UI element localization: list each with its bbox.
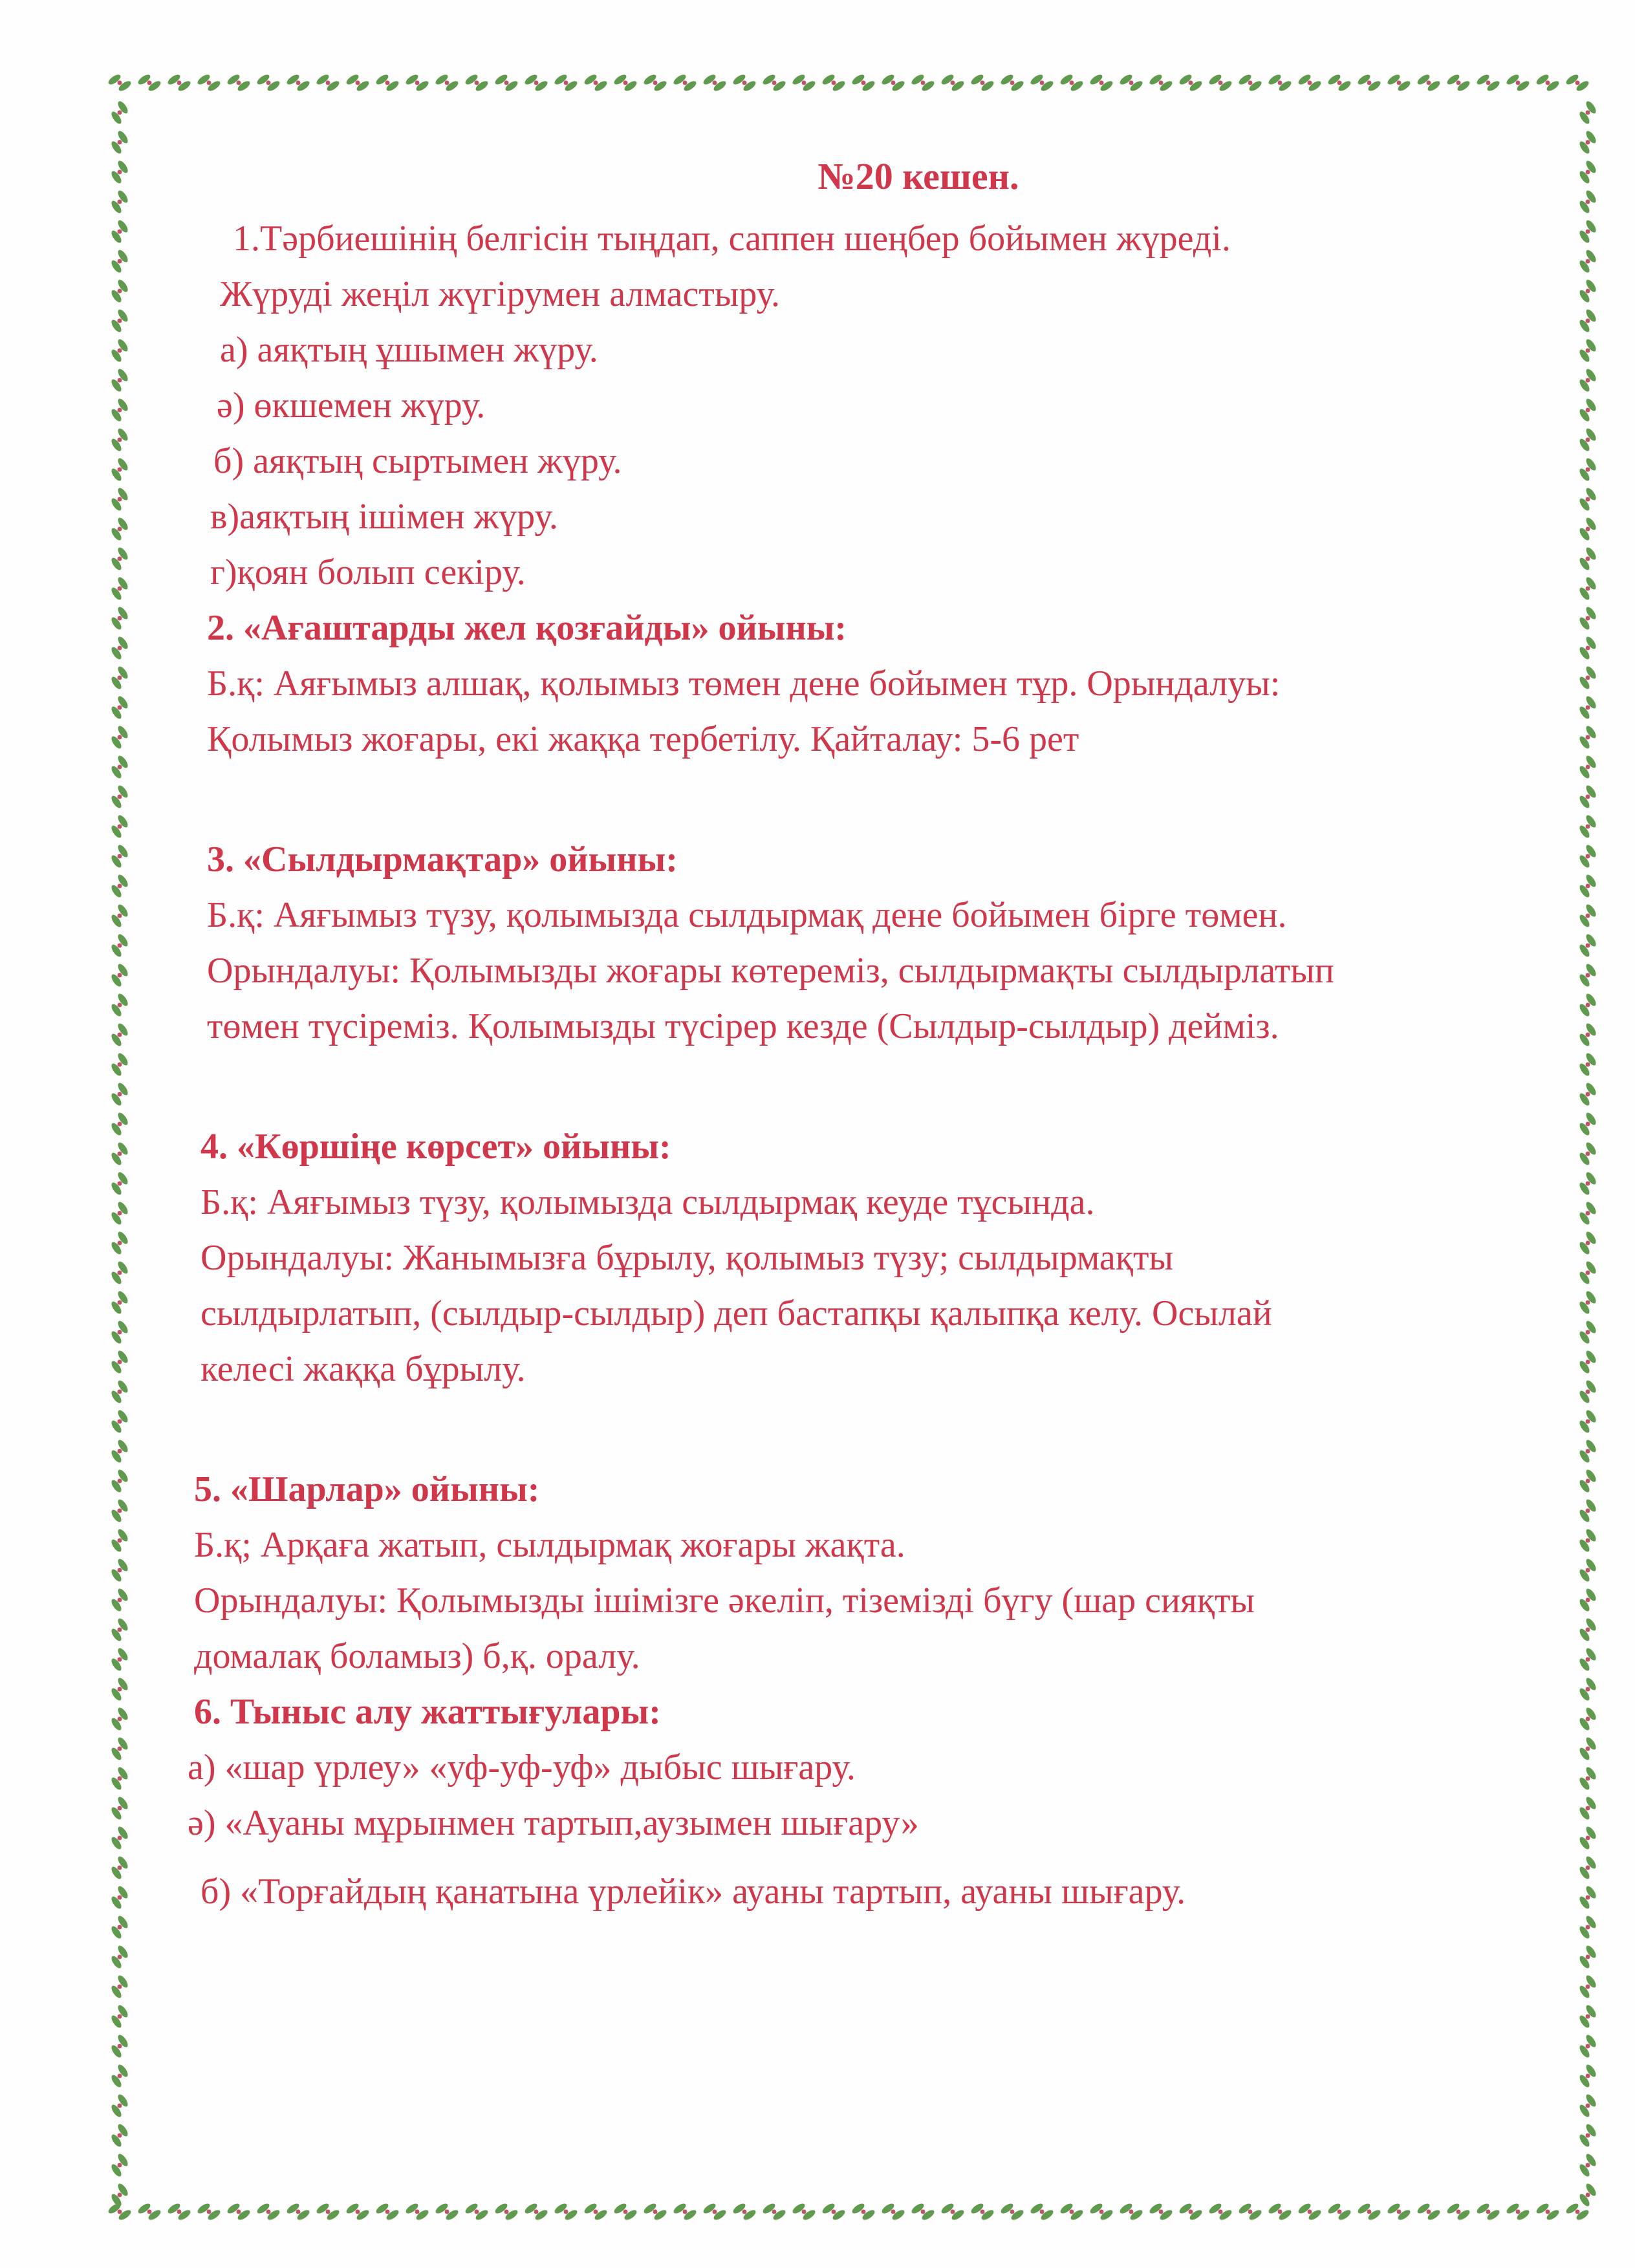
vine-leaf-icon bbox=[110, 248, 130, 274]
vine-leaf-icon bbox=[940, 73, 966, 93]
vine-leaf-icon bbox=[1416, 73, 1442, 93]
vine-leaf-icon bbox=[110, 962, 130, 988]
vine-leaf-icon bbox=[110, 1468, 130, 1494]
vine-leaf-icon bbox=[110, 1587, 130, 1613]
section-heading: 3. «Сылдырмақтар» ойыны: bbox=[207, 839, 678, 880]
vine-leaf-icon bbox=[731, 73, 757, 93]
vine-leaf-icon bbox=[110, 219, 130, 244]
vine-leaf-icon bbox=[1578, 1706, 1598, 1732]
vine-leaf-icon bbox=[791, 2202, 817, 2222]
vine-leaf-icon bbox=[910, 2202, 936, 2222]
vine-leaf-icon bbox=[110, 129, 130, 155]
vine-leaf-icon bbox=[1578, 2033, 1598, 2059]
vine-leaf-icon bbox=[523, 73, 549, 93]
vine-leaf-icon bbox=[1178, 73, 1204, 93]
vine-leaf-icon bbox=[731, 2202, 757, 2222]
text-line: төмен түсіреміз. Қолымызды түсірер кезде (Сылдыр-сылдыр) дейміз. bbox=[207, 1006, 1279, 1046]
vine-leaf-icon bbox=[1578, 1766, 1598, 1791]
vine-leaf-icon bbox=[1578, 576, 1598, 601]
vine-leaf-icon bbox=[1578, 1230, 1598, 1256]
vine-leaf-icon bbox=[821, 2202, 847, 2222]
vine-leaf-icon bbox=[1118, 2202, 1144, 2222]
vine-leaf-icon bbox=[1237, 2202, 1263, 2222]
vine-leaf-icon bbox=[110, 278, 130, 304]
vine-leaf-icon bbox=[1505, 2202, 1531, 2222]
vine-leaf-icon bbox=[110, 1944, 130, 1970]
vine-leaf-icon bbox=[110, 1081, 130, 1107]
vine-leaf-icon bbox=[110, 1736, 130, 1762]
vine-leaf-icon bbox=[1578, 1914, 1598, 1940]
vine-leaf-icon bbox=[1386, 2202, 1412, 2222]
vine-leaf-icon bbox=[110, 2093, 130, 2119]
vine-leaf-icon bbox=[374, 2202, 400, 2222]
text-line: Б.қ; Арқаға жатып, сылдырмақ жоғары жақта. bbox=[194, 1525, 905, 1565]
vine-leaf-icon bbox=[1059, 2202, 1085, 2222]
vine-leaf-icon bbox=[110, 1290, 130, 1315]
vine-leaf-icon bbox=[315, 73, 341, 93]
section-heading: 6. Тыныс алу жаттығулары: bbox=[194, 1692, 661, 1732]
vine-leaf-icon bbox=[110, 1200, 130, 1226]
text-line: домалақ боламыз) б,қ. оралу. bbox=[194, 1636, 640, 1676]
text-line: Орындалуы: Жанымызға бұрылу, қолымыз түзу; сылдырмақты bbox=[200, 1238, 1174, 1278]
document-content bbox=[188, 149, 1572, 1919]
vine-leaf-icon bbox=[110, 605, 130, 631]
vine-leaf-icon bbox=[110, 635, 130, 661]
vine-leaf-icon bbox=[110, 159, 130, 185]
vine-leaf-icon bbox=[1578, 665, 1598, 691]
vine-leaf-icon bbox=[523, 2202, 549, 2222]
vine-leaf-icon bbox=[1578, 248, 1598, 274]
text-line: Б.қ: Аяғымыз алшақ, қолымыз төмен дене бойымен тұр. Орындалуы: bbox=[207, 664, 1281, 704]
vine-leaf-icon bbox=[1578, 427, 1598, 453]
vine-leaf-icon bbox=[196, 73, 222, 93]
vine-leaf-icon bbox=[434, 73, 460, 93]
vine-leaf-icon bbox=[110, 1885, 130, 1910]
vine-leaf-icon bbox=[1088, 2202, 1114, 2222]
vine-leaf-icon bbox=[1578, 2122, 1598, 2148]
vine-leaf-icon bbox=[1578, 1438, 1598, 1464]
vine-leaf-icon bbox=[464, 2202, 490, 2222]
vine-leaf-icon bbox=[1578, 1587, 1598, 1613]
vine-leaf-icon bbox=[1578, 457, 1598, 482]
vine-leaf-icon bbox=[136, 2202, 162, 2222]
text-line: Қолымыз жоғары, екі жаққа тербетілу. Қайталау: 5-6 рет bbox=[207, 719, 1079, 759]
vine-leaf-icon bbox=[1475, 2202, 1501, 2222]
vine-leaf-icon bbox=[999, 73, 1025, 93]
vine-leaf-icon bbox=[553, 73, 579, 93]
text-line: б) «Торғайдың қанатына үрлейік» ауаны тартып, ауаны шығару. bbox=[200, 1872, 1186, 1912]
vine-leaf-icon bbox=[1578, 1111, 1598, 1137]
vine-leaf-icon bbox=[1578, 1885, 1598, 1910]
vine-leaf-icon bbox=[1578, 992, 1598, 1018]
vine-leaf-icon bbox=[110, 2182, 130, 2208]
vine-leaf-icon bbox=[110, 814, 130, 839]
vine-leaf-icon bbox=[110, 1141, 130, 1167]
vine-leaf-icon bbox=[1578, 159, 1598, 185]
vine-leaf-icon bbox=[110, 843, 130, 869]
vine-leaf-icon bbox=[940, 2202, 966, 2222]
vine-leaf-icon bbox=[110, 1022, 130, 1048]
vine-leaf-icon bbox=[880, 2202, 906, 2222]
vine-leaf-icon bbox=[880, 73, 906, 93]
vine-leaf-icon bbox=[110, 1825, 130, 1851]
vine-leaf-icon bbox=[110, 754, 130, 780]
vine-leaf-icon bbox=[1578, 1647, 1598, 1672]
vine-leaf-icon bbox=[1267, 73, 1293, 93]
vine-leaf-icon bbox=[107, 73, 133, 93]
spacer bbox=[188, 1054, 1572, 1119]
vine-leaf-icon bbox=[850, 73, 876, 93]
vine-leaf-icon bbox=[1386, 73, 1412, 93]
vine-leaf-icon bbox=[1578, 278, 1598, 304]
vine-leaf-icon bbox=[1578, 754, 1598, 780]
vine-leaf-icon bbox=[1446, 73, 1471, 93]
vine-leaf-icon bbox=[1029, 73, 1055, 93]
vine-leaf-icon bbox=[110, 1319, 130, 1345]
vine-leaf-icon bbox=[583, 73, 609, 93]
vine-leaf-icon bbox=[1578, 1022, 1598, 1048]
vine-leaf-icon bbox=[910, 73, 936, 93]
vine-leaf-icon bbox=[1578, 1290, 1598, 1315]
text-line: Б.қ: Аяғымыз түзу, қолымызда сылдырмақ кеуде тұсында. bbox=[200, 1182, 1095, 1222]
vine-leaf-icon bbox=[1578, 724, 1598, 750]
vine-leaf-icon bbox=[1578, 903, 1598, 929]
vine-leaf-icon bbox=[110, 933, 130, 958]
vine-leaf-icon bbox=[1356, 2202, 1382, 2222]
vine-leaf-icon bbox=[1578, 605, 1598, 631]
vine-leaf-icon bbox=[110, 1230, 130, 1256]
text-line: Жүруді жеңіл жүгірумен алмастыру. bbox=[220, 274, 781, 314]
vine-leaf-icon bbox=[110, 1617, 130, 1643]
vine-leaf-icon bbox=[110, 1795, 130, 1821]
vine-leaf-icon bbox=[110, 1647, 130, 1672]
vine-leaf-icon bbox=[110, 1974, 130, 2000]
vine-leaf-icon bbox=[583, 2202, 609, 2222]
vine-leaf-icon bbox=[1578, 2152, 1598, 2178]
vine-leaf-icon bbox=[226, 2202, 252, 2222]
vine-leaf-icon bbox=[1578, 1557, 1598, 1583]
vine-leaf-icon bbox=[1565, 73, 1590, 93]
vine-leaf-icon bbox=[110, 1349, 130, 1375]
vine-leaf-icon bbox=[1578, 1528, 1598, 1553]
vine-leaf-icon bbox=[642, 2202, 668, 2222]
vine-leaf-icon bbox=[1578, 338, 1598, 363]
vine-leaf-icon bbox=[1207, 2202, 1233, 2222]
vine-leaf-icon bbox=[110, 1528, 130, 1553]
vine-leaf-icon bbox=[1578, 1676, 1598, 1702]
text-line: Орындалуы: Қолымызды жоғары көтереміз, сылдырмақты сылдырлатып bbox=[207, 951, 1334, 991]
vine-leaf-icon bbox=[255, 2202, 281, 2222]
vine-leaf-icon bbox=[110, 308, 130, 334]
vine-leaf-icon bbox=[1059, 73, 1085, 93]
vine-leaf-icon bbox=[110, 992, 130, 1018]
vine-leaf-icon bbox=[1578, 1052, 1598, 1077]
spacer bbox=[188, 767, 1572, 832]
text-line: а) аяқтың ұшымен жүру. bbox=[220, 330, 598, 370]
text-line: келесі жаққа бұрылу. bbox=[200, 1349, 526, 1389]
vine-leaf-icon bbox=[493, 73, 519, 93]
text-line: Б.қ: Аяғымыз түзу, қолымызда сылдырмақ дене бойымен бірге төмен. bbox=[207, 895, 1287, 935]
vine-leaf-icon bbox=[1578, 367, 1598, 393]
vine-leaf-icon bbox=[1578, 219, 1598, 244]
vine-leaf-icon bbox=[1578, 1855, 1598, 1881]
vine-leaf-icon bbox=[1578, 1349, 1598, 1375]
vine-leaf-icon bbox=[136, 73, 162, 93]
vine-leaf-icon bbox=[1207, 73, 1233, 93]
vine-leaf-icon bbox=[110, 2152, 130, 2178]
vine-leaf-icon bbox=[166, 2202, 192, 2222]
vine-leaf-icon bbox=[110, 546, 130, 572]
vine-leaf-icon bbox=[110, 1914, 130, 1940]
text-line: Орындалуы: Қолымызды ішімізге әкеліп, тіземізді бүгу (шар сияқты bbox=[194, 1581, 1255, 1621]
vine-leaf-icon bbox=[434, 2202, 460, 2222]
vine-leaf-icon bbox=[1029, 2202, 1055, 2222]
vine-leaf-icon bbox=[110, 903, 130, 929]
vine-leaf-icon bbox=[1326, 73, 1352, 93]
vine-leaf-icon bbox=[110, 2033, 130, 2059]
vine-leaf-icon bbox=[1578, 1081, 1598, 1107]
vine-leaf-icon bbox=[345, 2202, 371, 2222]
vine-leaf-icon bbox=[110, 1557, 130, 1583]
vine-leaf-icon bbox=[110, 1706, 130, 1732]
vine-leaf-icon bbox=[1578, 1260, 1598, 1286]
vine-leaf-icon bbox=[1088, 73, 1114, 93]
vine-leaf-icon bbox=[1578, 635, 1598, 661]
vine-leaf-icon bbox=[969, 2202, 995, 2222]
vine-leaf-icon bbox=[110, 457, 130, 482]
vine-leaf-icon bbox=[110, 338, 130, 363]
vine-leaf-icon bbox=[1535, 73, 1561, 93]
vine-leaf-icon bbox=[110, 397, 130, 423]
vine-leaf-icon bbox=[1297, 2202, 1323, 2222]
vine-leaf-icon bbox=[110, 2063, 130, 2089]
vine-leaf-icon bbox=[1118, 73, 1144, 93]
vine-leaf-icon bbox=[1578, 1617, 1598, 1643]
vine-leaf-icon bbox=[1578, 2182, 1598, 2208]
vine-leaf-icon bbox=[110, 100, 130, 125]
text-line: б) аяқтың сыртымен жүру. bbox=[213, 441, 622, 481]
vine-leaf-icon bbox=[1578, 1498, 1598, 1524]
text-line: 1.Тәрбиешінің белгісін тыңдап, саппен шеңбер бойымен жүреді. bbox=[233, 219, 1231, 259]
vine-leaf-icon bbox=[110, 1379, 130, 1405]
section-heading: 4. «Көршіңе көрсет» ойыны: bbox=[200, 1127, 671, 1167]
section-heading: 2. «Ағаштарды жел қозғайды» ойыны: bbox=[207, 608, 847, 648]
vine-leaf-icon bbox=[110, 1260, 130, 1286]
vine-leaf-icon bbox=[791, 73, 817, 93]
vine-leaf-icon bbox=[1326, 2202, 1352, 2222]
vine-leaf-icon bbox=[404, 73, 430, 93]
vine-leaf-icon bbox=[1578, 1319, 1598, 1345]
vine-leaf-icon bbox=[196, 2202, 222, 2222]
vine-leaf-icon bbox=[612, 2202, 638, 2222]
vine-leaf-icon bbox=[110, 1409, 130, 1434]
vine-leaf-icon bbox=[110, 695, 130, 720]
section-heading: 5. «Шарлар» ойыны: bbox=[194, 1469, 540, 1509]
vine-leaf-icon bbox=[110, 1766, 130, 1791]
vine-leaf-icon bbox=[285, 2202, 311, 2222]
vine-leaf-icon bbox=[1356, 73, 1382, 93]
vine-leaf-icon bbox=[110, 665, 130, 691]
vine-leaf-icon bbox=[1578, 1171, 1598, 1196]
vine-leaf-icon bbox=[1178, 2202, 1204, 2222]
vine-leaf-icon bbox=[1578, 784, 1598, 810]
vine-leaf-icon bbox=[1578, 1736, 1598, 1762]
spacer bbox=[188, 1851, 1572, 1864]
vine-leaf-icon bbox=[110, 1676, 130, 1702]
vine-leaf-icon bbox=[1578, 1200, 1598, 1226]
vine-leaf-icon bbox=[110, 784, 130, 810]
page-title: №20 кешен. bbox=[817, 155, 1019, 197]
vine-leaf-icon bbox=[672, 73, 698, 93]
vine-leaf-icon bbox=[315, 2202, 341, 2222]
vine-leaf-icon bbox=[1578, 1379, 1598, 1405]
vine-leaf-icon bbox=[702, 73, 728, 93]
vine-leaf-icon bbox=[1578, 814, 1598, 839]
text-line: сылдырлатып, (сылдыр-сылдыр) деп бастапқы қалыпқа келу. Осылай bbox=[200, 1293, 1272, 1334]
vine-leaf-icon bbox=[110, 427, 130, 453]
vine-leaf-icon bbox=[1148, 73, 1174, 93]
vine-leaf-icon bbox=[110, 516, 130, 542]
vine-leaf-icon bbox=[374, 73, 400, 93]
vine-leaf-icon bbox=[1578, 100, 1598, 125]
vine-leaf-icon bbox=[110, 724, 130, 750]
vine-leaf-icon bbox=[1578, 1974, 1598, 2000]
vine-leaf-icon bbox=[404, 2202, 430, 2222]
vine-leaf-icon bbox=[612, 73, 638, 93]
vine-leaf-icon bbox=[1578, 1825, 1598, 1851]
vine-leaf-icon bbox=[110, 2122, 130, 2148]
vine-leaf-icon bbox=[1446, 2202, 1471, 2222]
vine-leaf-icon bbox=[493, 2202, 519, 2222]
vine-leaf-icon bbox=[1148, 2202, 1174, 2222]
vine-leaf-icon bbox=[850, 2202, 876, 2222]
vine-leaf-icon bbox=[110, 1052, 130, 1077]
vine-leaf-icon bbox=[166, 73, 192, 93]
vine-leaf-icon bbox=[1578, 1795, 1598, 1821]
vine-leaf-icon bbox=[285, 73, 311, 93]
vine-leaf-icon bbox=[1578, 486, 1598, 512]
text-line: в)аяқтың ішімен жүру. bbox=[210, 497, 558, 537]
vine-leaf-icon bbox=[110, 1498, 130, 1524]
vine-leaf-icon bbox=[1505, 73, 1531, 93]
vine-leaf-icon bbox=[672, 2202, 698, 2222]
vine-leaf-icon bbox=[1578, 129, 1598, 155]
vine-leaf-icon bbox=[761, 73, 787, 93]
vine-leaf-icon bbox=[969, 73, 995, 93]
vine-leaf-icon bbox=[821, 73, 847, 93]
vine-leaf-icon bbox=[226, 73, 252, 93]
vine-leaf-icon bbox=[1578, 308, 1598, 334]
vine-leaf-icon bbox=[553, 2202, 579, 2222]
vine-leaf-icon bbox=[110, 2003, 130, 2029]
vine-leaf-icon bbox=[1578, 843, 1598, 869]
text-line: г)қоян болып секіру. bbox=[210, 552, 526, 592]
vine-leaf-icon bbox=[110, 1171, 130, 1196]
vine-leaf-icon bbox=[110, 1438, 130, 1464]
vine-leaf-icon bbox=[642, 73, 668, 93]
text-line: ә) «Ауаны мұрынмен тартып,аузымен шығару» bbox=[188, 1803, 919, 1843]
vine-leaf-icon bbox=[110, 189, 130, 215]
text-line: ә) өкшемен жүру. bbox=[217, 385, 486, 426]
vine-leaf-icon bbox=[1297, 73, 1323, 93]
vine-leaf-icon bbox=[110, 367, 130, 393]
vine-leaf-icon bbox=[1237, 73, 1263, 93]
spacer bbox=[188, 1397, 1572, 1462]
vine-leaf-icon bbox=[1578, 2003, 1598, 2029]
vine-leaf-icon bbox=[1578, 516, 1598, 542]
vine-leaf-icon bbox=[464, 73, 490, 93]
vine-leaf-icon bbox=[1578, 546, 1598, 572]
text-line: а) «шар үрлеу» «уф-уф-уф» дыбыс шығару. bbox=[188, 1747, 856, 1787]
vine-leaf-icon bbox=[1475, 73, 1501, 93]
vine-leaf-icon bbox=[1578, 1944, 1598, 1970]
vine-leaf-icon bbox=[255, 73, 281, 93]
vine-leaf-icon bbox=[1535, 2202, 1561, 2222]
vine-leaf-icon bbox=[1578, 1141, 1598, 1167]
vine-leaf-icon bbox=[1578, 1409, 1598, 1434]
vine-leaf-icon bbox=[1578, 1468, 1598, 1494]
vine-leaf-icon bbox=[110, 873, 130, 899]
vine-leaf-icon bbox=[1578, 2063, 1598, 2089]
vine-leaf-icon bbox=[1578, 933, 1598, 958]
vine-leaf-icon bbox=[1578, 962, 1598, 988]
vine-leaf-icon bbox=[1578, 695, 1598, 720]
vine-leaf-icon bbox=[110, 1855, 130, 1881]
vine-leaf-icon bbox=[761, 2202, 787, 2222]
vine-leaf-icon bbox=[110, 1111, 130, 1137]
vine-leaf-icon bbox=[702, 2202, 728, 2222]
vine-leaf-icon bbox=[110, 576, 130, 601]
vine-leaf-icon bbox=[110, 486, 130, 512]
vine-leaf-icon bbox=[345, 73, 371, 93]
vine-leaf-icon bbox=[1578, 397, 1598, 423]
vine-leaf-icon bbox=[1578, 189, 1598, 215]
vine-leaf-icon bbox=[1416, 2202, 1442, 2222]
vine-leaf-icon bbox=[1578, 873, 1598, 899]
vine-leaf-icon bbox=[999, 2202, 1025, 2222]
vine-leaf-icon bbox=[1267, 2202, 1293, 2222]
vine-leaf-icon bbox=[1578, 2093, 1598, 2119]
